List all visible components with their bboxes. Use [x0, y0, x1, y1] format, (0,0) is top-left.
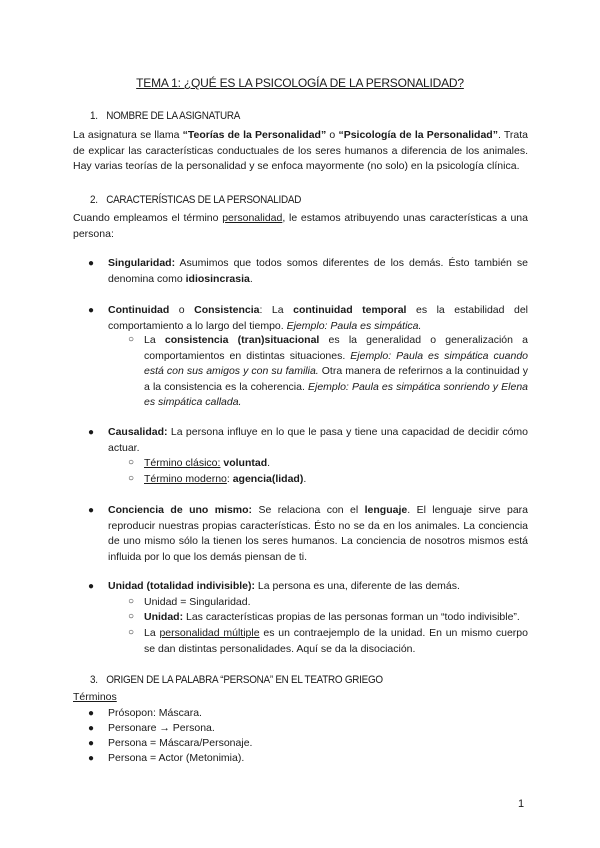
text: Cuando empleamos el término — [73, 212, 223, 224]
text-bold: agencia(lidad) — [232, 473, 304, 485]
text: La persona es una, diferente de las demás. — [255, 580, 460, 592]
text: La persona influye en lo que le pasa y tiene una capacidad de decidir cómo actuar. — [108, 426, 528, 454]
text: es la estabilidad del comportamiento a lo largo del tiempo. — [108, 304, 528, 332]
sub-bullet-termino-moderno — [144, 472, 528, 488]
page-number: 1 — [518, 798, 525, 810]
text-italic: Ejemplo: Paula es simpática. — [286, 319, 422, 332]
text-bold: Conciencia de uno mismo: — [108, 504, 253, 516]
text: : — [226, 473, 233, 485]
section-2-heading — [90, 194, 301, 206]
section-1-paragraph — [73, 128, 528, 175]
sub-bullet-icon: ○ — [128, 473, 135, 484]
text: , le estamos atribuyendo unas características a una persona: — [73, 212, 528, 240]
bullet-icon: ● — [88, 258, 95, 269]
text: . — [303, 473, 307, 485]
bullet-icon: ● — [88, 753, 95, 764]
sub-bullet-personalidad-multiple — [144, 626, 528, 657]
sub-bullet-unidad — [144, 610, 528, 626]
bullet-unidad — [108, 579, 528, 595]
text-bold: Consistencia — [194, 304, 260, 316]
sub-bullet-unidad-singularidad: Unidad = Singularidad. — [144, 596, 251, 608]
sub-bullet-icon: ○ — [128, 334, 135, 345]
sub-bullet-icon: ○ — [128, 627, 135, 638]
text-italic: Ejemplo: Paula es simpática cuando está con sus amigos y con su familia. — [144, 349, 528, 377]
text: . — [267, 457, 271, 469]
text-bold: idiosincrasia — [185, 272, 250, 285]
bullet-icon: ● — [88, 581, 95, 592]
list-item: Persona = Máscara/Personaje. — [108, 737, 253, 749]
text: . Trata de explicar las características conductuales de los seres humanos a diferencia de los animales. Hay varias teorías de la personalidad y se enfoca mayormente (no solo) en la psicología clínica. — [73, 129, 528, 172]
terms-label: Términos — [73, 691, 117, 703]
bullet-singularidad — [108, 256, 528, 287]
text: . — [249, 272, 253, 285]
bullet-icon: ● — [88, 305, 95, 316]
page-title: TEMA 1: ¿QUÉ ES LA PSICOLOGÍA DE LA PERSONALIDAD? — [136, 76, 464, 90]
bullet-icon: ● — [88, 505, 95, 516]
text-bold: Singularidad: — [108, 257, 176, 269]
section-3-heading — [90, 674, 383, 686]
text: es un contraejemplo de la unidad. En un mismo cuerpo se dan distintas personalidades. Aquí se da la disociación. — [144, 627, 528, 655]
text-bold: continuidad temporal — [293, 304, 407, 316]
sub-bullet-icon: ○ — [128, 611, 135, 622]
section-number: 1. — [90, 110, 98, 122]
text-bold: consistencia (tran)situacional — [164, 334, 320, 346]
text-italic: Ejemplo: Paula es simpática sonriendo y Elena es simpática callada. — [144, 380, 528, 408]
bullet-causalidad — [108, 425, 528, 456]
bullet-icon: ● — [88, 738, 95, 749]
text: Las características propias de las personas forman un “todo indivisible”. — [183, 611, 520, 623]
text-underlined: Término clásico: — [144, 457, 221, 469]
text: La — [144, 334, 165, 346]
section-number: 2. — [90, 194, 98, 206]
text-bold: Unidad (totalidad indivisible): — [108, 580, 255, 592]
list-item: Prósopon: Máscara. — [108, 707, 202, 719]
section-title: NOMBRE DE LA ASIGNATURA — [106, 110, 241, 122]
section-number: 3. — [90, 674, 98, 686]
bullet-conciencia — [108, 503, 528, 565]
list-item: Persona = Actor (Metonimia). — [108, 752, 245, 764]
text: La — [144, 627, 160, 639]
text-bold: “Teorías de la Personalidad” — [182, 129, 327, 141]
text: o — [326, 129, 339, 141]
text-bold: “Psicología de la Personalidad” — [338, 129, 498, 141]
text-underlined: personalidad — [222, 212, 283, 224]
bullet-icon: ● — [88, 723, 95, 734]
sub-bullet-icon: ○ — [128, 457, 135, 468]
text-bold: Causalidad: — [108, 426, 168, 438]
text-underlined: personalidad múltiple — [159, 627, 260, 639]
section-title: CARACTERÍSTICAS DE LA PERSONALIDAD — [106, 194, 302, 206]
text: Otra manera de referirnos a la continuidad y a la consistencia es la coherencia. — [144, 365, 528, 393]
bullet-continuidad — [108, 303, 528, 334]
sub-bullet-consistencia — [144, 333, 528, 411]
section-title: ORIGEN DE LA PALABRA “PERSONA” EN EL TEATRO GRIEGO — [106, 674, 383, 686]
bullet-icon: ● — [88, 427, 95, 438]
text: La asignatura se llama — [73, 129, 183, 141]
text: : La — [259, 304, 294, 316]
bullet-icon: ● — [88, 708, 95, 719]
text-bold: Unidad: — [144, 611, 184, 623]
text: es la generalidad o generalización a comportamientos en distintas situaciones. — [144, 334, 528, 362]
list-item: Personare → Persona. — [108, 722, 215, 734]
text-bold: voluntad — [220, 457, 268, 469]
text-bold: lenguaje — [364, 504, 408, 516]
section-2-intro — [73, 211, 528, 242]
section-1-heading — [90, 110, 240, 122]
text: o — [169, 304, 195, 316]
text: . El lenguaje sirve para reproducir nuestras propias características. Ésto no se da en los animales. La conciencia de uno mismo sólo la tienen los seres humanos. La conciencia de nosotros mismos está influida por lo que los demás piensan de ti. — [108, 504, 528, 563]
sub-bullet-icon: ○ — [128, 596, 135, 607]
text: Asumimos que todos somos diferentes de los demás. Ésto también se denomina como — [108, 257, 528, 285]
sub-bullet-termino-clasico — [144, 456, 528, 472]
text: Se relaciona con el — [252, 504, 365, 516]
text-underlined: Término moderno — [144, 473, 227, 485]
text-bold: Continuidad — [108, 304, 170, 316]
